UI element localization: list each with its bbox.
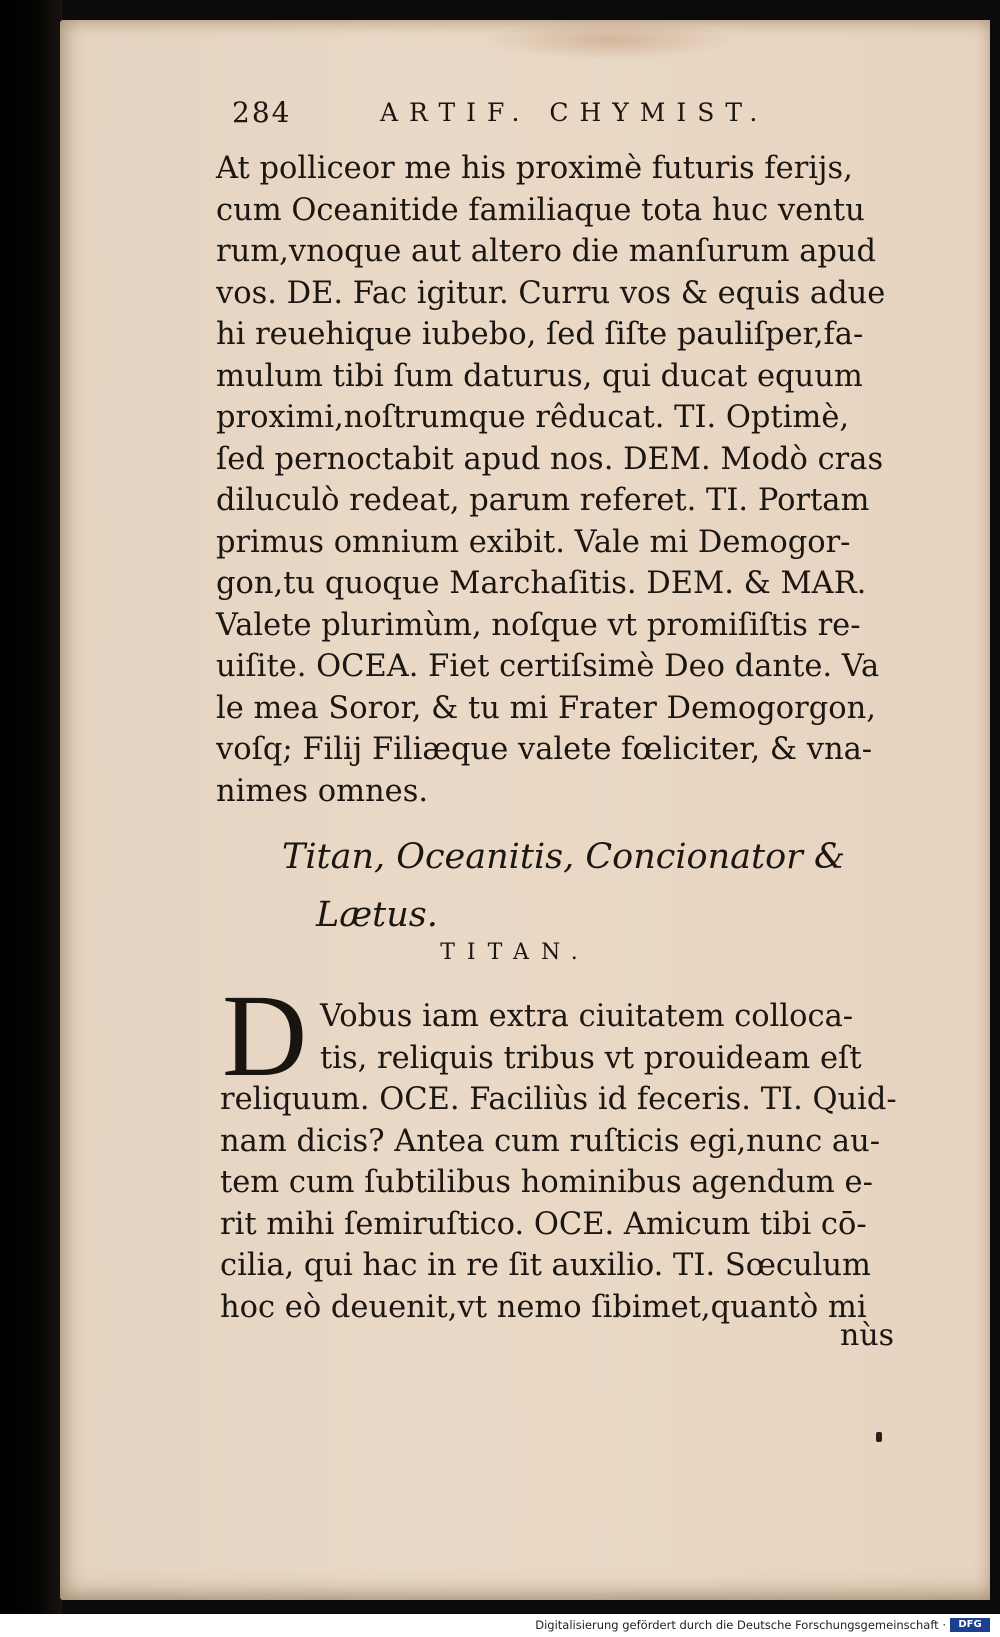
text-line: reliquum. OCE. Faciliùs id feceris. TI. Quid- xyxy=(220,1082,897,1117)
text-line: hoc eò deuenit,vt nemo ſibimet,quantò mi xyxy=(220,1289,867,1325)
text-line: cum Oceanitide familiaque tota huc ventu xyxy=(216,192,865,228)
text-line: primus omnium exibit. Vale mi Demogor- xyxy=(216,524,851,560)
catchword: nùs xyxy=(840,1318,895,1353)
folio-number: 284 xyxy=(232,96,292,129)
text-line: rum,vnoque aut altero die manſurum apud xyxy=(216,234,877,269)
footer-bar xyxy=(0,1614,1000,1637)
text-line: nam dicis? Antea cum ruſticis egi,nunc au- xyxy=(220,1123,881,1159)
drop-cap: D xyxy=(222,970,308,1101)
right-page-edge xyxy=(990,0,1000,1637)
text-line: Vobus iam extra ciuitatem colloca- xyxy=(320,999,854,1034)
page-stain xyxy=(480,20,740,60)
text-line: mulum tibi ſum daturus, qui ducat equum xyxy=(216,358,863,394)
running-title: ARTIF. CHYMIST. xyxy=(380,98,769,127)
text-line: le mea Soror, & tu mi Frater Demogorgon, xyxy=(216,690,876,726)
text-line: Valete plurimùm, noſque vt promiſiſtis re- xyxy=(216,607,861,643)
text-line: proximi,noſtrumque rêducat. TI. Optimè, xyxy=(216,400,850,435)
text-line: hi reuehique iubebo, ſed ſiſte pauliſper,fa- xyxy=(216,317,864,352)
section-heading xyxy=(282,828,882,944)
text-line: voſq; Filij Filiæque valete fœliciter, & vna- xyxy=(216,732,873,767)
text-line: diluculò redeat, parum referet. TI. Portam xyxy=(216,483,870,518)
body-text xyxy=(216,148,896,812)
text-line: tis, reliquis tribus vt prouideam eſt xyxy=(320,1040,862,1076)
text-line: nimes omnes. xyxy=(216,773,429,809)
text-line: tem cum ſubtilibus hominibus agendum e- xyxy=(220,1165,873,1200)
book-binding-edge xyxy=(0,0,62,1637)
speaker-label: TITAN. xyxy=(440,940,590,965)
text-line: uiſite. OCEA. Fiet certiſsimè Deo dante. Va xyxy=(216,649,880,684)
text-line: rit mihi ſemiruſtico. OCE. Amicum tibi cō- xyxy=(220,1206,867,1242)
body-text-continued xyxy=(220,996,900,1328)
section-heading-line-1: Titan, Oceanitis, Concionator & xyxy=(282,837,846,877)
text-line: At polliceor me his proximè futuris ferijs, xyxy=(216,151,853,186)
ink-mark xyxy=(876,1432,882,1442)
dfg-logo: DFG xyxy=(950,1618,990,1632)
page-header xyxy=(232,96,852,132)
funding-notice: Digitalisierung gefördert durch die Deutsche Forschungsgemeinschaft · xyxy=(535,1618,946,1632)
text-line: ſed pernoctabit apud nos. DEM. Modò cras xyxy=(216,441,884,477)
text-line: vos. DE. Fac igitur. Curru vos & equis adue xyxy=(216,275,886,311)
text-line: cilia, qui hac in re ſit auxilio. TI. Sœculum xyxy=(220,1248,871,1283)
section-heading-line-2: Lætus. xyxy=(316,895,438,935)
text-line: gon,tu quoque Marchaſitis. DEM. & MAR. xyxy=(216,566,867,601)
